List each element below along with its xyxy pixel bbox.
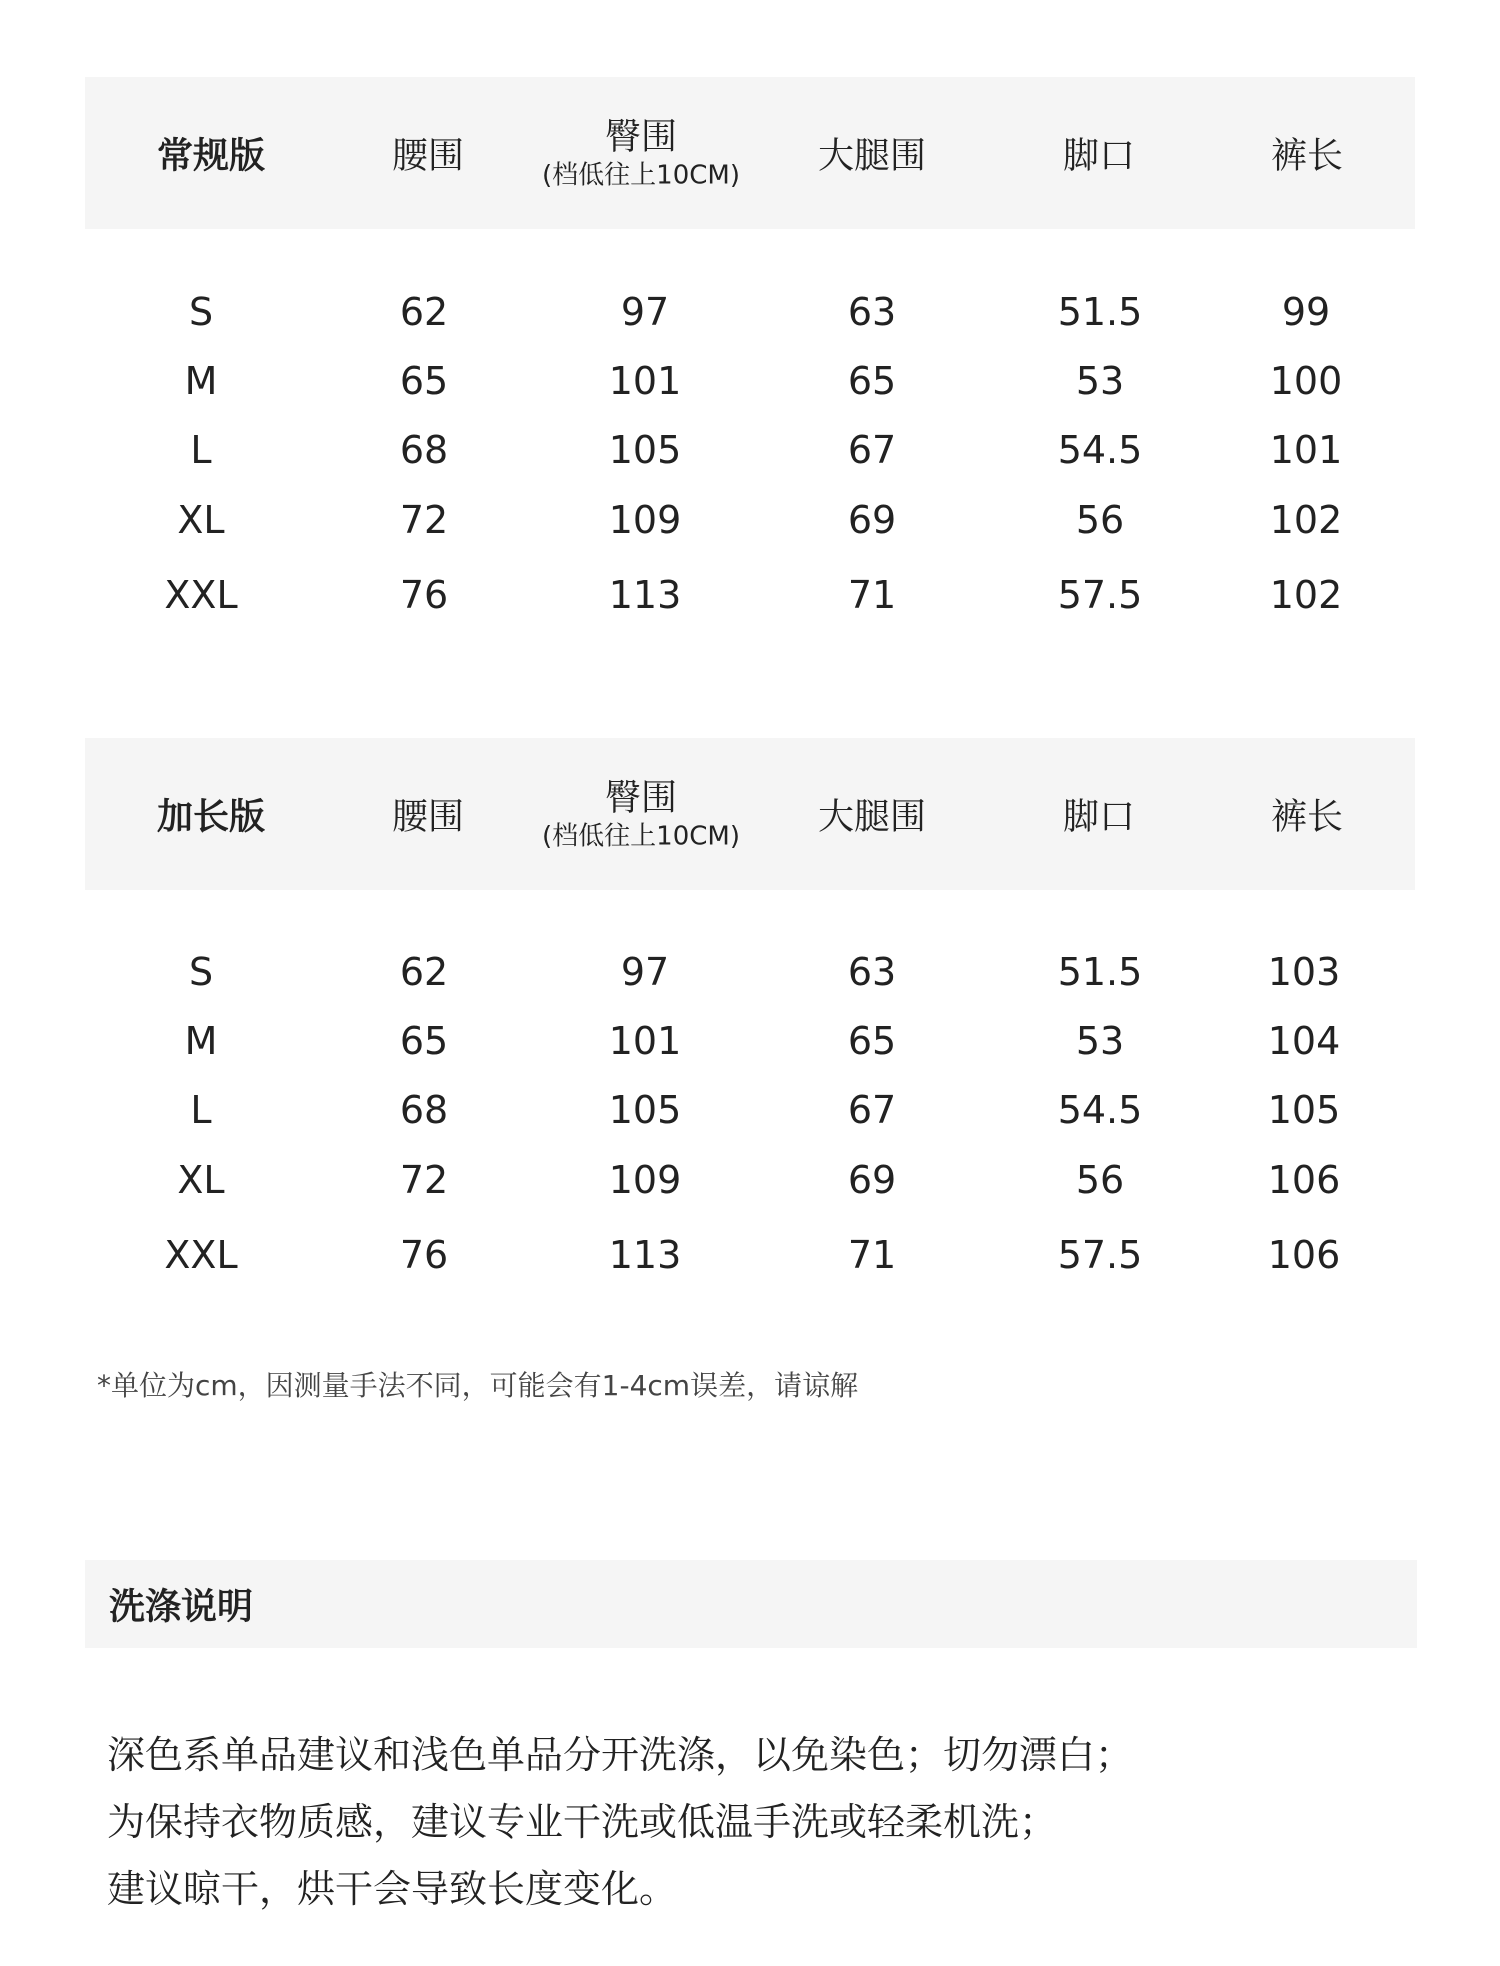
size-cell: XXL (164, 573, 238, 617)
waist-cell: 76 (399, 573, 449, 617)
hem-cell: 53 (1075, 359, 1125, 403)
thigh-cell: 63 (847, 950, 897, 994)
column-header-waist: 腰围 (391, 796, 465, 838)
size-cell: XL (177, 1158, 225, 1202)
hem-cell: 51.5 (1057, 950, 1143, 994)
thigh-cell: 63 (847, 290, 897, 334)
thigh-cell: 67 (847, 1088, 897, 1132)
waist-cell: 68 (399, 428, 449, 472)
size-cell: S (188, 950, 214, 994)
column-header-length: 裤长 (1270, 135, 1344, 177)
hip-cell: 101 (608, 1019, 682, 1063)
column-header-hip (542, 775, 740, 853)
hip-cell: 113 (608, 573, 682, 617)
table-title: 加长版 (156, 796, 266, 838)
size-cell: S (188, 290, 214, 334)
column-header-hip-note: (档低往上10CM) (542, 160, 740, 191)
thigh-cell: 71 (847, 1233, 897, 1277)
waist-cell: 62 (399, 950, 449, 994)
waist-cell: 62 (399, 290, 449, 334)
length-cell: 100 (1269, 359, 1343, 403)
hem-cell: 53 (1075, 1019, 1125, 1063)
hem-cell: 56 (1075, 1158, 1125, 1202)
waist-cell: 76 (399, 1233, 449, 1277)
wash-section-title: 洗涤说明 (109, 1586, 254, 1628)
size-table-long-header (85, 738, 1415, 890)
length-cell: 101 (1269, 428, 1343, 472)
thigh-cell: 69 (847, 1158, 897, 1202)
length-cell: 106 (1267, 1233, 1341, 1277)
length-cell: 99 (1281, 290, 1331, 334)
length-cell: 104 (1267, 1019, 1341, 1063)
hem-cell: 51.5 (1057, 290, 1143, 334)
size-cell: M (184, 359, 218, 403)
waist-cell: 68 (399, 1088, 449, 1132)
hip-cell: 105 (608, 428, 682, 472)
size-table-regular-header (85, 77, 1415, 229)
hip-cell: 105 (608, 1088, 682, 1132)
wash-section-header (85, 1560, 1417, 1648)
thigh-cell: 67 (847, 428, 897, 472)
waist-cell: 65 (399, 359, 449, 403)
hip-cell: 113 (608, 1233, 682, 1277)
size-cell: M (184, 1019, 218, 1063)
hip-cell: 109 (608, 498, 682, 542)
size-cell: L (190, 428, 212, 472)
measurement-footnote: *单位为cm，因测量手法不同，可能会有1-4cm误差，请谅解 (97, 1369, 859, 1402)
column-header-length: 裤长 (1270, 796, 1344, 838)
hem-cell: 54.5 (1057, 1088, 1143, 1132)
size-cell: L (190, 1088, 212, 1132)
length-cell: 102 (1269, 573, 1343, 617)
column-header-hem: 脚口 (1062, 135, 1136, 177)
thigh-cell: 65 (847, 359, 897, 403)
thigh-cell: 69 (847, 498, 897, 542)
column-header-thigh: 大腿围 (817, 135, 927, 177)
waist-cell: 65 (399, 1019, 449, 1063)
column-header-waist: 腰围 (391, 135, 465, 177)
length-cell: 103 (1267, 950, 1341, 994)
column-header-hip-note: (档低往上10CM) (542, 821, 740, 852)
column-header-thigh: 大腿围 (817, 796, 927, 838)
wash-instruction-line: 为保持衣物质感，建议专业干洗或低温手洗或轻柔机洗； (107, 1800, 1058, 1844)
thigh-cell: 71 (847, 573, 897, 617)
hem-cell: 57.5 (1057, 573, 1143, 617)
column-header-hem: 脚口 (1062, 796, 1136, 838)
column-header-hip (542, 114, 740, 192)
waist-cell: 72 (399, 498, 449, 542)
hem-cell: 56 (1075, 498, 1125, 542)
wash-instruction-line: 深色系单品建议和浅色单品分开洗涤，以免染色；切勿漂白； (107, 1733, 1134, 1777)
column-header-hip-label: 臀围 (604, 116, 677, 158)
length-cell: 102 (1269, 498, 1343, 542)
thigh-cell: 65 (847, 1019, 897, 1063)
hip-cell: 97 (620, 290, 670, 334)
column-header-hip-label: 臀围 (604, 777, 677, 819)
size-cell: XL (177, 498, 225, 542)
wash-instructions (107, 1722, 1133, 1923)
hip-cell: 97 (620, 950, 670, 994)
hip-cell: 109 (608, 1158, 682, 1202)
hip-cell: 101 (608, 359, 682, 403)
length-cell: 106 (1267, 1158, 1341, 1202)
table-title: 常规版 (156, 135, 266, 177)
hem-cell: 54.5 (1057, 428, 1143, 472)
waist-cell: 72 (399, 1158, 449, 1202)
size-cell: XXL (164, 1233, 238, 1277)
hem-cell: 57.5 (1057, 1233, 1143, 1277)
length-cell: 105 (1267, 1088, 1341, 1132)
wash-instruction-line: 建议晾干，烘干会导致长度变化。 (107, 1867, 678, 1911)
